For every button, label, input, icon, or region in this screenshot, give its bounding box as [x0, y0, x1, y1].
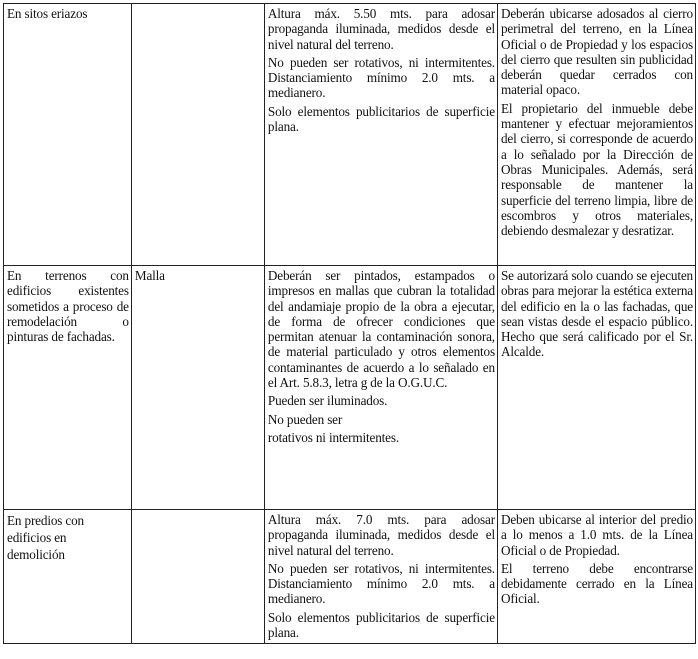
table-row	[4, 4, 696, 266]
requirements-cell	[497, 4, 695, 266]
location-text: En predios con edificios en demolición	[7, 513, 85, 562]
table-row	[4, 510, 696, 644]
requirement-paragraph: El terreno debe encontrarse debidamente cerrado en la Línea Oficial.	[500, 560, 693, 607]
condition-paragraph: No pueden ser rotativos, ni intermitentes. Distanciamiento mínimo 2.0 mts. a medianero.	[267, 54, 495, 101]
condition-paragraph: Solo elementos publicitarios de superficie plana.	[267, 103, 495, 135]
location-cell	[4, 510, 132, 644]
type-cell	[131, 4, 264, 266]
requirements-cell	[497, 510, 695, 644]
type-cell	[131, 266, 264, 510]
condition-paragraph: No pueden ser rotativos, ni intermitentes. Distanciamiento mínimo 2.0 mts. a medianero.	[267, 560, 495, 607]
condition-paragraph: Altura máx. 7.0 mts. para adosar propaganda iluminada, medidos desde el nivel natural del terreno.	[267, 512, 495, 558]
requirement-paragraph: Deben ubicarse al interior del predio a lo menos a 1.0 mts. de la Línea Oficial o de Propiedad.	[500, 512, 693, 558]
table-row	[4, 266, 696, 510]
condition-paragraph: Altura máx. 5.50 mts. para adosar propaganda iluminada, medidos desde el nivel natural del terreno.	[267, 6, 495, 52]
conditions-cell	[264, 4, 497, 266]
location-text: En terrenos con edificios existentes sometidos a proceso de remodelación o pinturas de fachadas.	[7, 268, 129, 345]
requirement-paragraph: Se autorizará solo cuando se ejecuten obras para mejorar la estética externa del edificio en la o las fachadas, que sean vistas desde el espacio público. Hecho que será calificado por el Sr. Alcalde.	[500, 268, 693, 360]
requirements-cell	[497, 266, 695, 510]
type-text: Malla	[134, 268, 165, 283]
type-cell	[131, 510, 264, 644]
location-text: En sitos eriazos	[7, 6, 88, 21]
requirement-paragraph: Deberán ubicarse adosados al cierro perimetral del terreno, en la Línea Oficial o de Propiedad y los espacios del cierro que resulten sin publicidad deberán quedar cerrados con material opaco.	[500, 6, 693, 98]
advertising-regulations-table	[3, 3, 696, 644]
condition-paragraph: Solo elementos publicitarios de superficie plana.	[267, 609, 495, 641]
condition-paragraph: No pueden ser	[267, 411, 343, 427]
location-cell	[4, 4, 132, 266]
location-cell	[4, 266, 132, 510]
condition-paragraph: rotativos ni intermitentes.	[267, 429, 400, 445]
conditions-cell	[264, 266, 497, 510]
condition-paragraph: Deberán ser pintados, estampados o impresos en mallas que cubran la totalidad del andamiaje propio de la obra a ejecutar, de forma de ofrecer condiciones que permitan atenuar la contaminación sonora, de material particulado y otros elementos contaminantes de acuerdo a lo señalado en el Art. 5.8.3, letra g de la O.G.U.C.	[267, 268, 495, 391]
requirement-paragraph: El propietario del inmueble debe mantener y efectuar mejoramientos del cierro, si corresponde de acuerdo a lo señalado por la Dirección de Obras Municipales. Además, será responsable de mantener la superficie del terreno limpia, libre de escombros y otros materiales, debiendo desmalezar y desratizar.	[500, 100, 693, 239]
condition-paragraph: Pueden ser iluminados.	[267, 393, 388, 409]
conditions-cell	[264, 510, 497, 644]
